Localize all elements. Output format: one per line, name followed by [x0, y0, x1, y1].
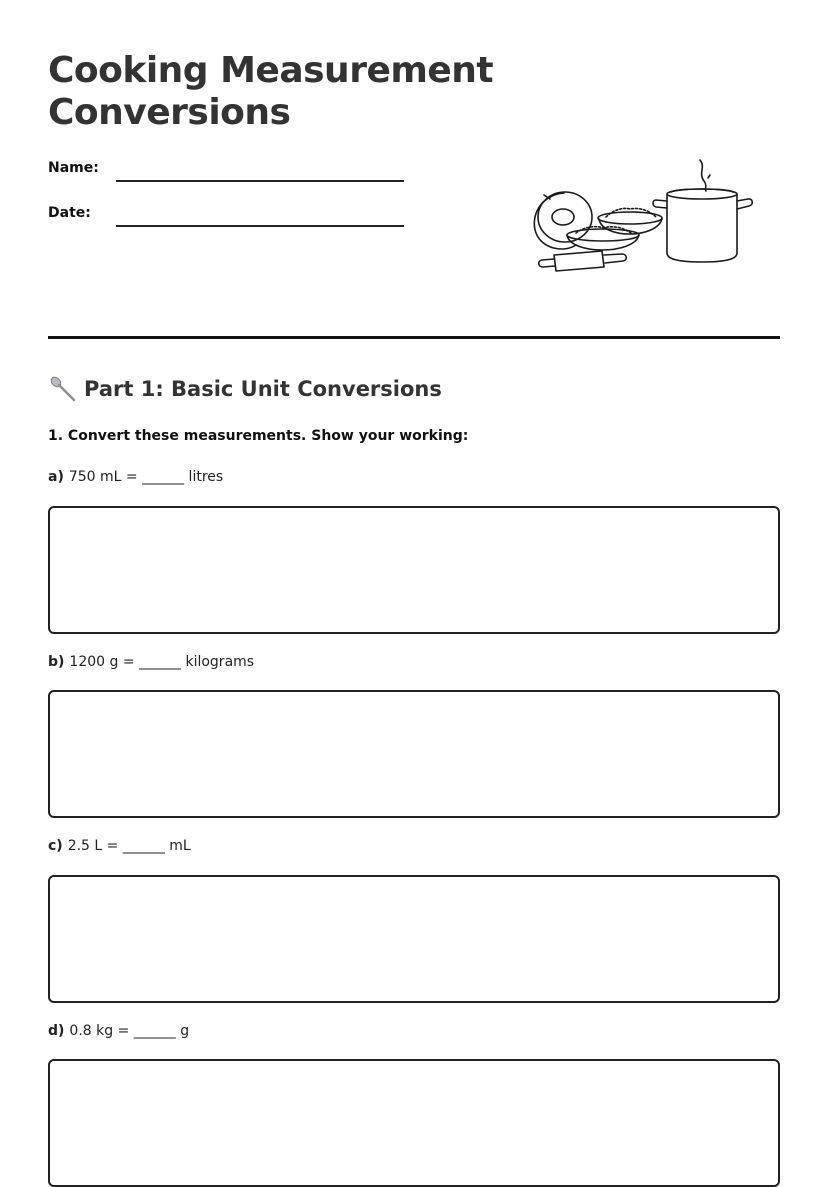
- date-field[interactable]: [116, 225, 404, 227]
- question-item-d: [48, 1023, 189, 1039]
- question-item-a: [48, 469, 223, 485]
- section-divider: [48, 336, 780, 339]
- answer-box-a[interactable]: [48, 506, 780, 634]
- item-text: 750 mL = ______ litres: [68, 469, 224, 485]
- item-text: 0.8 kg = ______ g: [69, 1023, 190, 1039]
- item-letter: c): [48, 838, 63, 854]
- item-text: 2.5 L = ______ mL: [67, 838, 191, 854]
- question-1: 1. Convert these measurements. Show your working:: [48, 428, 469, 444]
- spoon-icon: [48, 374, 78, 404]
- item-letter: d): [48, 1023, 65, 1039]
- answer-box-c[interactable]: [48, 875, 780, 1003]
- name-label: Name:: [48, 160, 99, 176]
- item-text: 1200 g = ______ kilograms: [69, 654, 255, 670]
- item-letter: a): [48, 469, 64, 485]
- question-item-c: [48, 838, 191, 854]
- question-item-b: [48, 654, 254, 670]
- name-field[interactable]: [116, 180, 404, 182]
- answer-box-d[interactable]: [48, 1059, 780, 1187]
- part1-title: Part 1: Basic Unit Conversions: [84, 377, 442, 401]
- answer-box-b[interactable]: [48, 690, 780, 818]
- item-letter: b): [48, 654, 65, 670]
- page-title: Cooking Measurement Conversions: [48, 50, 494, 133]
- part1-heading: [48, 372, 442, 406]
- date-label: Date:: [48, 205, 91, 221]
- cooking-pots-illustration: [528, 155, 756, 273]
